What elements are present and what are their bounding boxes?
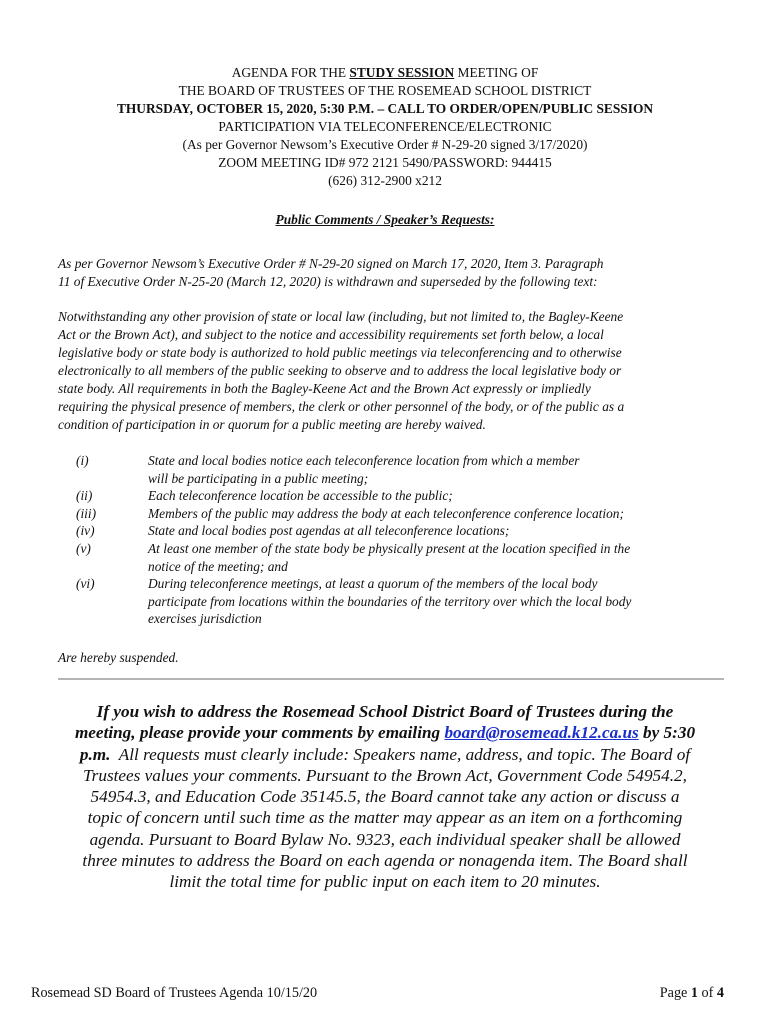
list-item: (i) State and local bodies notice each teleconference location from which a member will be participating in a public meeting; (76, 453, 580, 486)
page-number: Page 1 of 4 (659, 985, 724, 1001)
study-session-label: STUDY SESSION (349, 65, 455, 80)
zoom-meeting-line: ZOOM MEETING ID# 972 2121 5490/PASSWORD: 944415 (218, 155, 552, 170)
list-item: (vi) During teleconference meetings, at least a quorum of the members of the local body participate from locations within the boundaries of the territory over which the local body exercises jurisdiction (76, 576, 632, 627)
footer-title: Rosemead SD Board of Trustees Agenda 10/15/20 (31, 985, 318, 1001)
header-line-5: (As per Governor Newsom’s Executive Order # N-29-20 signed 3/17/2020) (182, 137, 588, 152)
list-item: (ii) Each teleconference location be accessible to the public; (76, 488, 453, 504)
order-paragraph: As per Governor Newsom’s Executive Order # N-29-20 signed on March 17, 2020, Item 3. Paragraph 11 of Executive Order N-25-20 (March 12, 2020) is withdrawn and superseded by the following text: (58, 256, 604, 289)
phone-line: (626) 312-2900 x212 (328, 173, 442, 188)
header-line-1: AGENDA FOR THE STUDY SESSION MEETING OF (231, 65, 539, 80)
public-comment-notice: If you wish to address the Rosemead School District Board of Trustees during the meeting, please provide your comments by emailing board@rosemead.k12.ca.us by 5:30 p.m. All requests must clearly include: Speakers name, address, and topic. The Board of Trustees values your comments. Pursuant to the Brown Act, Government Code 54954.2, 54954.3, and Education Code 35145.5, the Board cannot take any action or discuss a topic of concern until such time as the matter may appear as an item on a forthcoming agenda. Pursuant to Board Bylaw No. 9323, each individual speaker shall be allowed three minutes to address the Board on each agenda or nonagenda item. The Board shall limit the total time for public input on each item to 20 minutes. (74, 702, 696, 892)
header-line-2: THE BOARD OF TRUSTEES OF THE ROSEMEAD SCHOOL DISTRICT (178, 83, 592, 98)
section-title: Public Comments / Speaker’s Requests: (275, 212, 495, 227)
notwithstanding-paragraph: Notwithstanding any other provision of state or local law (including, but not limited to, the Bagley-Keene Act or the Brown Act), and subject to the notice and accessibility requirements set forth below, a local legislative body or state body is authorized to hold public meetings via teleconferencing and to otherwise electronically to all members of the public seeking to observe and to address the local legislative body or state body. All requirements in both the Bagley-Keene Act and the Brown Act expressly or impliedly requiring the physical presence of members, the clerk or other personnel of the body, or of the public as a condition of participation in or quorum for a public meeting are hereby waived. (58, 309, 625, 432)
meeting-date-line: THURSDAY, OCTOBER 15, 2020, 5:30 P.M. – CALL TO ORDER/OPEN/PUBLIC SESSION (116, 101, 654, 116)
suspended-statement: Are hereby suspended. (58, 650, 179, 665)
page-footer (31, 985, 724, 1002)
board-email-link[interactable]: board@rosemead.k12.ca.us (444, 723, 639, 743)
list-item: (iii) Members of the public may address the body at each teleconference conference location; (76, 505, 624, 521)
list-item: (v) At least one member of the state body be physically present at the location specified in the notice of the meeting; and (76, 540, 631, 574)
agenda-header (40, 64, 730, 190)
requirements-list (58, 452, 718, 628)
horizontal-divider (58, 678, 724, 680)
list-item: (iv) State and local bodies post agendas at all teleconference locations; (76, 523, 510, 539)
header-line-4: PARTICIPATION VIA TELECONFERENCE/ELECTRONIC (218, 119, 552, 134)
